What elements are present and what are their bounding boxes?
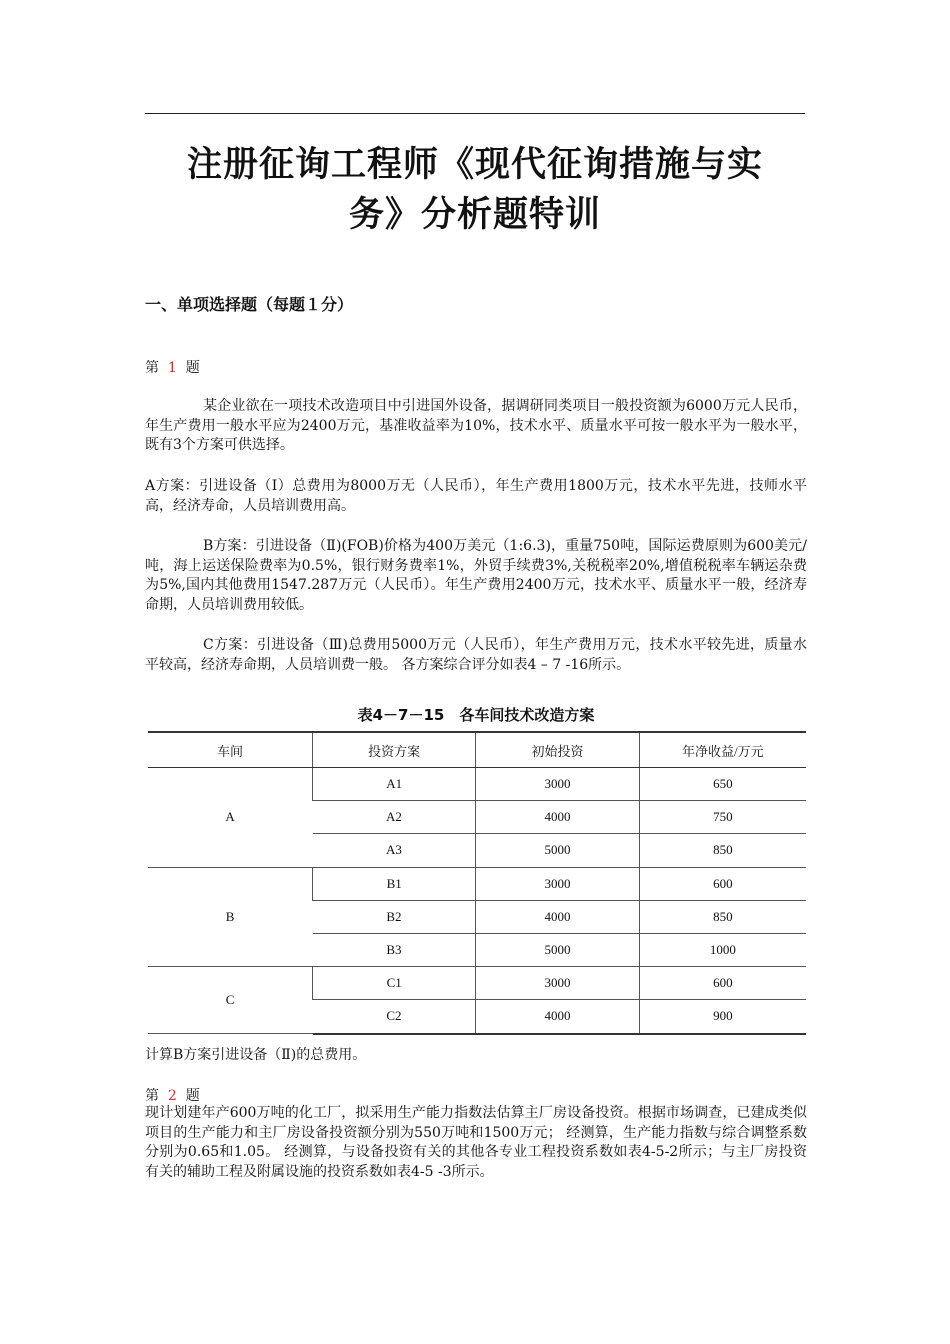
question-2-text: 现计划建年产600万吨的化工厂，拟采用生产能力指数法估算主厂房设备投资。根据市场调查，已建成类似项目的生产能力和主厂房设备投资额分别为550万吨和1500万元； 经测算，生产能力指数与综合调整系数分别为0.65和1.05。 经测算，与设备投资有关的其他各专业工程投资系数如表4-5-2所示；与主厂房投资有关的辅助工程及附属设施的投资系数如表4-5 -3所示。 [145, 1105, 807, 1180]
plan-cell: A1 [313, 768, 476, 801]
question-1-intro: 某企业欲在一项技术改造项目中引进国外设备，据调研同类项目一般投资额为6000万元人民币，年生产费用一般水平应为2400万元，基准收益率为10%，技术水平、质量水平可按一般水平为一般水平，既有3个方案可供选择。 [145, 398, 807, 453]
plan-cell: C1 [313, 967, 476, 1000]
table-header-cell: 投资方案 [313, 732, 476, 768]
net-income-cell: 600 [639, 967, 806, 1000]
workshop-cell: A [148, 768, 313, 868]
title-line-1: 注册征询工程师《现代征询措施与实 [186, 145, 763, 185]
table-header-cell: 年净收益/万元 [639, 732, 806, 768]
question-label-suffix: 题 [185, 1088, 200, 1104]
plan-cell: C2 [313, 1000, 476, 1034]
plan-b-text: B方案：引进设备（Ⅱ)(FOB)价格为400万美元（1:6.3)，重量750吨，国际运费原则为600美元/吨，海上运送保险费率为0.5%，银行财务费率1%，外贸手续费3%,关税税率20%,增值税税率车辆运杂费为5%,国内其他费用1547.287万元（人民币）。年生产费用2400万元，技术水平、质量水平一般，经济寿命期，人员培训费用较低。 [145, 538, 807, 613]
plan-cell: B2 [313, 900, 476, 933]
question-number: 1 [167, 360, 177, 376]
question-1-prompt: 计算B方案引进设备（Ⅱ)的总费用。 [145, 1047, 367, 1063]
title-line-2: 务》分析题特训 [348, 195, 601, 235]
page-title [120, 140, 830, 240]
table-row [148, 768, 806, 801]
net-income-cell: 850 [639, 834, 806, 867]
net-income-cell: 650 [639, 768, 806, 801]
net-income-cell: 900 [639, 1000, 806, 1034]
table-header-row [148, 732, 806, 768]
workshop-cell: B [148, 867, 313, 967]
investment-cell: 4000 [476, 900, 639, 933]
net-income-cell: 600 [639, 867, 806, 900]
table-row [148, 967, 806, 1000]
question-2-label [145, 1085, 200, 1105]
question-label-prefix: 第 [145, 1088, 159, 1104]
table-caption: 表4－7－15 各车间技术改造方案 [357, 706, 595, 724]
plan-a-text: A方案：引进设备（Ⅰ）总费用为8000万无（人民币），年生产费用1800万元，技术水平先进，技师水平高，经济寿命，人员培训费用高。 [145, 478, 807, 514]
workshop-cell: C [148, 967, 313, 1034]
net-income-cell: 750 [639, 801, 806, 834]
investment-cell: 5000 [476, 834, 639, 867]
table-header-cell: 初始投资 [476, 732, 639, 768]
question-number: 2 [167, 1088, 177, 1104]
plan-cell: B1 [313, 867, 476, 900]
investment-cell: 4000 [476, 801, 639, 834]
table-row [148, 867, 806, 900]
question-label-suffix: 题 [185, 360, 200, 376]
table-header-cell: 车间 [148, 732, 313, 768]
question-label-prefix: 第 [145, 360, 159, 376]
net-income-cell: 1000 [639, 933, 806, 966]
plan-cell: A3 [313, 834, 476, 867]
header-rule [145, 113, 805, 114]
net-income-cell: 850 [639, 900, 806, 933]
investment-cell: 3000 [476, 768, 639, 801]
investment-cell: 3000 [476, 967, 639, 1000]
question-1-label [145, 357, 200, 377]
plan-cell: B3 [313, 933, 476, 966]
investment-cell: 3000 [476, 867, 639, 900]
plan-c-text: C方案：引进设备（Ⅲ)总费用5000万元（人民币），年生产费用万元，技术水平较先进，质量水平较高，经济寿命期，人员培训费一般。 各方案综合评分如表4 – 7 -16所示。 [145, 637, 807, 673]
plan-cell: A2 [313, 801, 476, 834]
investment-cell: 4000 [476, 1000, 639, 1034]
investment-cell: 5000 [476, 933, 639, 966]
section-heading: 一、单项选择题（每题１分） [145, 295, 354, 314]
renovation-table [148, 731, 806, 1035]
